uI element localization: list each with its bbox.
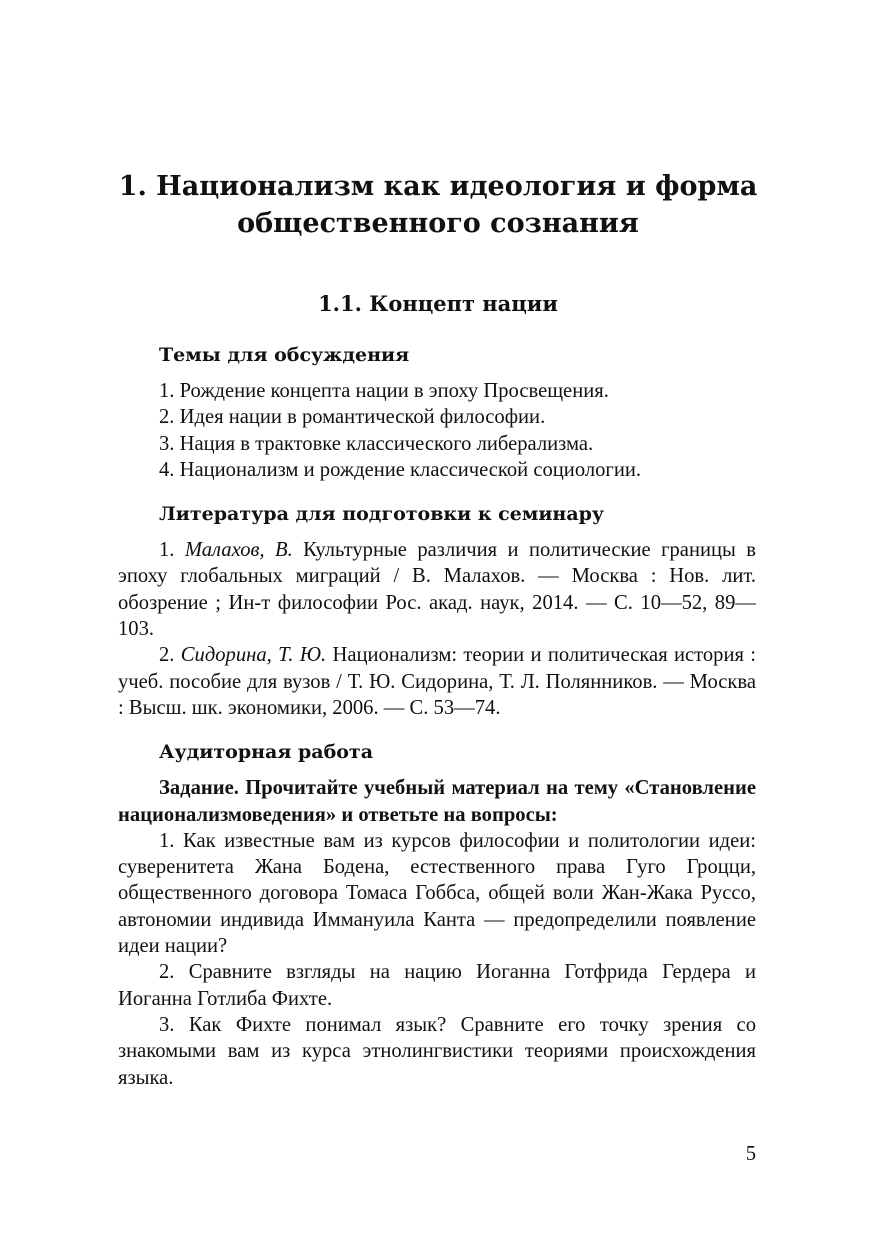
classwork-heading: Аудиторная работа [159,741,374,764]
section-title: 1.1. Концепт нации [318,291,558,316]
task-question: 2. Сравните взгляды на нацию Иоганна Готфрида Гердера и Иоганна Готлиба Фихте. [118,961,756,1010]
literature-item-number: 2. [159,644,181,667]
task-instruction: Задание. Прочитайте учебный материал на тему «Становление национализмоведения» и ответьте на вопросы: [118,777,756,826]
literature-item [118,537,756,642]
discussion-heading: Темы для обсуждения [159,344,410,366]
chapter-title-line1: 1. Национализм как идеология и форма [118,171,758,202]
discussion-topic: 1. Рождение концепта нации в эпоху Просвещения. [159,380,609,402]
literature-item-author: Сидорина, Т. Ю. [180,644,327,667]
literature-item-author: Малахов, В. [184,539,293,562]
literature-item-text: Национализм: теории и политическая история : учеб. пособие для вузов / Т. Ю. Сидорина, Т. Л. Полянников. — Москва : Высш. шк. экономики, 2006. — С. 53—74. [118,644,757,719]
spacer [118,721,756,737]
chapter-title-line2: общественного сознания [237,208,639,239]
page-content [118,340,756,1091]
discussion-topic: 4. Национализм и рождение классической социологии. [159,458,642,481]
literature-item [118,642,756,721]
discussion-topic-list [118,378,756,483]
page-number: 5 [745,1143,756,1165]
literature-item-text: Культурные различия и политические границы в эпоху глобальных миграций / В. Малахов. — Москва : Нов. лит. обозрение ; Ин-т философии Рос. акад. наук, 2014. — С. 10—52, 89—103. [118,539,757,641]
discussion-topic: 2. Идея нации в романтической философии. [159,406,546,429]
task-question: 3. Как Фихте понимал язык? Сравните его точку зрения со знакомыми вам из курса этнолингвистики теориями происхождения языка. [118,1013,756,1089]
literature-item-number: 1. [159,539,185,562]
discussion-topic: 3. Нация в трактовке классического либерализма. [159,432,594,455]
literature-heading: Литература для подготовки к семинару [159,503,605,526]
task-question: 1. Как известные вам из курсов философии и политологии идеи: суверенитета Жана Бодена, естественного права Гуго Гроцци, общественного договора Томаса Гоббса, общей воли Жан-Жака Руссо, автономии индивида Иммануила Канта — предопределили появление идеи нации? [118,829,756,958]
chapter-title [118,168,758,242]
